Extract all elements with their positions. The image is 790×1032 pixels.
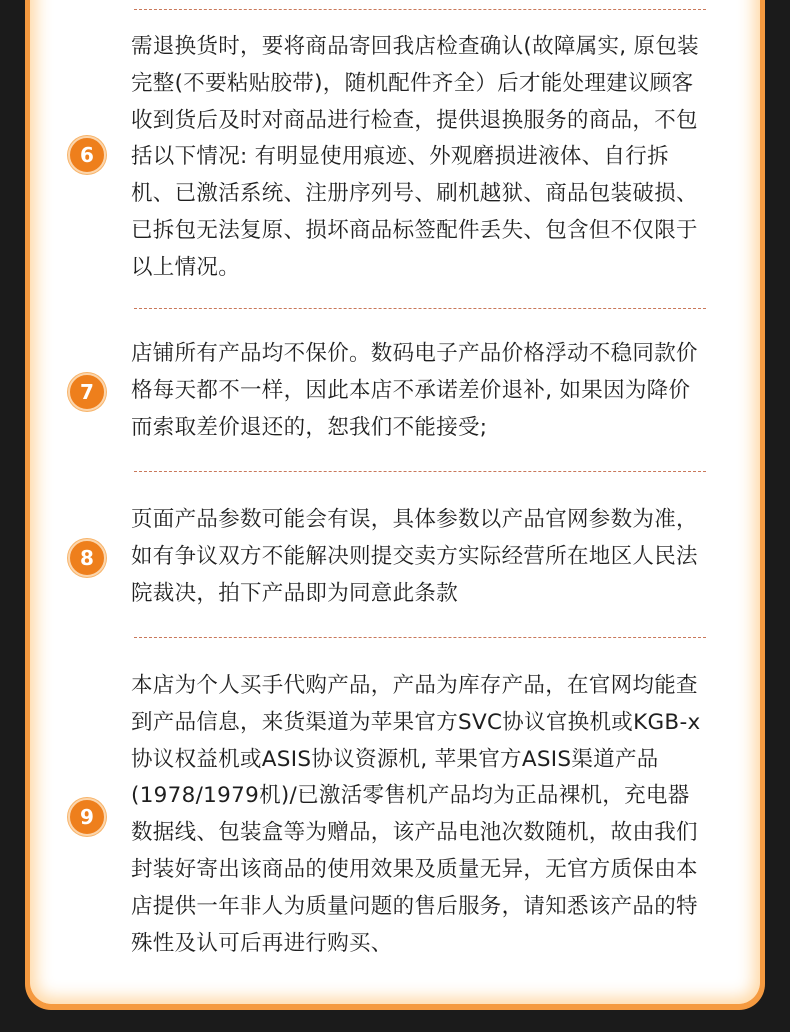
divider [134,471,706,472]
item-number: 8 [80,546,94,570]
item-number-badge [68,539,106,577]
item-number: 7 [80,380,94,404]
policy-item-text: 需退换货时，要将商品寄回我店检查确认(故障属实, 原包装完整(不要粘贴胶带)，随机配件齐全）后才能处理建议顾客收到货后及时对商品进行检查，提供退换服务的商品，不包括以下情况: 有明显使用痕迹、外观磨损进液体、自行拆机、已激活系统、注册序列号、刷机越狱、商品包装破损、已拆包无法复原、损坏商品标签配件丢失、包含但不仅限于以上情况。 [131,34,699,280]
policy-item-text: 店铺所有产品均不保价。数码电子产品价格浮动不稳同款价格每天都不一样，因此本店不承诺差价退补, 如果因为降价而索取差价退还的，恕我们不能接受; [131,341,698,440]
item-number-badge [68,798,106,836]
policy-item-text: 本店为个人买手代购产品，产品为库存产品，在官网均能查到产品信息，来货渠道为苹果官方SVC协议官换机或KGB-x协议权益机或ASIS协议资源机, 苹果官方ASIS渠道产品(1978/1979机)/已激活零售机产品均为正品裸机，充电器数据线、包装盒等为赠品，该产品电池次数随机，故由我们封装好寄出该商品的使用效果及质量无异，无官方质保由本店提供一年非人为质量问题的售后服务，请知悉该产品的特殊性及认可后再进行购买、 [131,673,701,956]
item-number: 6 [80,143,94,167]
policy-item-text: 页面产品参数可能会有误，具体参数以产品官网参数为准，如有争议双方不能解决则提交卖方实际经营所在地区人民法院裁决，拍下产品即为同意此条款 [131,507,698,606]
item-number-badge [68,373,106,411]
item-number-badge [68,136,106,174]
divider [134,637,706,638]
item-number: 9 [80,805,94,829]
divider [134,308,706,309]
divider-top [134,9,706,10]
